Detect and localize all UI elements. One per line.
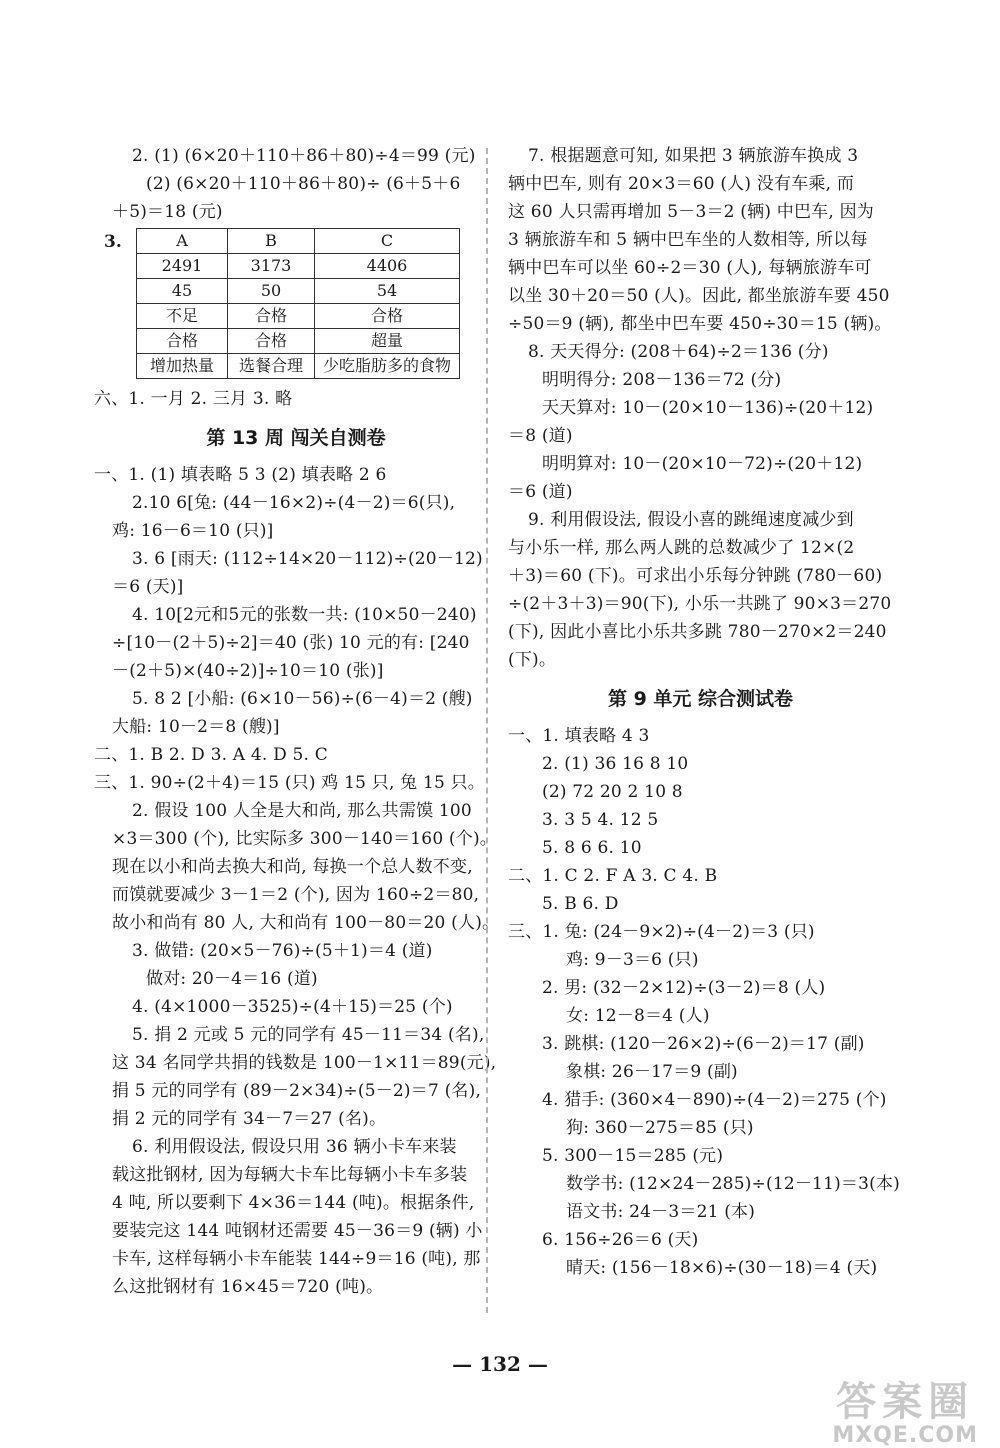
answer-line: ＋3)＝60 (下)。可求出小乐每分钟跳 (780－60) [508, 566, 883, 586]
answer-line: 与小乐一样, 那么两人跳的总数减少了 12×(2 [508, 538, 855, 558]
question-3 [104, 228, 480, 379]
answer-line: 捐 5 元的同学有 (89－2×34)÷(5－2)＝7 (名), [112, 1081, 482, 1101]
answer-line: 以坐 30＋20＝50 (人)。因此, 都坐旅游车要 450 [508, 286, 890, 306]
answer-line: 天天算对: 10－(20×10－136)÷(20＋12) [542, 398, 874, 418]
table-row [137, 254, 460, 279]
table-cell: 合格 [228, 304, 315, 329]
answer-line: ＝6 (道) [508, 482, 573, 502]
answer-line: 明明得分: 208－136＝72 (分) [542, 370, 782, 390]
watermark-text: 答案圈 [836, 1379, 975, 1425]
table-row [137, 229, 460, 254]
answer-line: 6. 利用假设法, 假设只用 36 辆小卡车来装 [132, 1137, 457, 1157]
table-cell: C [315, 229, 460, 254]
answer-line: 2. 假设 100 人全是大和尚, 那么共需馍 100 [132, 801, 472, 821]
question-label: 3. [104, 232, 122, 252]
answer-line: (下), 因此小喜比小乐共多跳 780－270×2＝240 [508, 622, 887, 642]
answer-line: 载这批钢材, 因为每辆大卡车比每辆小卡车多装 [112, 1165, 468, 1185]
table-cell: 超量 [315, 329, 460, 354]
table-cell: 50 [228, 279, 315, 304]
answer-line: －(2＋5)×(40÷2)]÷10＝10 (张)] [112, 661, 384, 681]
answer-line: 做对: 20－4＝16 (道) [146, 969, 318, 989]
table-cell: 45 [137, 279, 228, 304]
answer-line: 3. 3 5 4. 12 5 [542, 810, 659, 830]
answer-line: 鸡: 9－3＝6 (只) [566, 950, 699, 970]
answer-line: 鸡: 16－6＝10 (只)] [112, 521, 274, 541]
answer-line: 一、1. 填表略 4 3 [508, 726, 650, 746]
answer-line: ×3＝300 (个), 比实际多 300－140＝160 (个)。 [112, 829, 497, 849]
answer-line: ÷[10－(2＋5)÷2]＝40 (张) 10 元的有: [240 [112, 633, 470, 653]
answer-line: 4 吨, 所以要剩下 4×36＝144 (吨)。根据条件, [112, 1193, 475, 1213]
answer-line: 5. 300－15＝285 (元) [542, 1146, 724, 1166]
answer-line: 六、1. 一月 2. 三月 3. 略 [94, 389, 293, 409]
answer-line: 4. (4×1000－3525)÷(4＋15)＝25 (个) [132, 997, 453, 1017]
table-row [137, 279, 460, 304]
answer-line: 5. 8 2 [小船: (6×10－56)÷(6－4)＝2 (艘) [132, 689, 473, 709]
answer-line: 晴天: (156－18×6)÷(30－18)＝4 (天) [566, 1258, 878, 1278]
answer-line: 女: 12－8＝4 (人) [566, 1006, 710, 1026]
answer-line: 要装完这 144 吨钢材还需要 45－36＝9 (辆) 小 [112, 1221, 483, 1241]
answer-line: 7. 根据题意可知, 如果把 3 辆旅游车换成 3 [528, 146, 859, 166]
answer-line: 卡车, 这样每辆小卡车能装 144÷9＝16 (吨), 那 [112, 1249, 481, 1269]
watermark-logo [832, 1380, 978, 1448]
table-cell: 合格 [228, 329, 315, 354]
answer-line: 5. 8 6 6. 10 [542, 838, 642, 858]
section-title: 第 9 单元 综合测试卷 [607, 688, 794, 710]
page-number: — 132 — [452, 1352, 548, 1376]
answer-line: ÷50＝9 (辆), 都坐中巴车要 450÷30＝15 (辆)。 [508, 314, 892, 334]
answer-line: 这 34 名同学共捐的钱数是 100－1×11＝89(元), [112, 1053, 497, 1073]
answer-line: 而馍就要减少 3－1＝2 (个), 因为 160÷2＝80, [112, 885, 480, 905]
answer-line: 捐 2 元的同学有 34－7＝27 (名)。 [112, 1109, 387, 1129]
answer-line: 4. 猎手: (360×4－890)÷(4－2)＝275 (个) [542, 1090, 887, 1110]
answer-line: 2. (1) (6×20＋110＋86＋80)÷4＝99 (元) [132, 146, 476, 166]
answer-line: 现在以小和尚去换大和尚, 每换一个总人数不变, [112, 857, 473, 877]
answer-line: 6. 156÷26＝6 (天) [542, 1230, 699, 1250]
answer-line: 9. 利用假设法, 假设小喜的跳绳速度减少到 [528, 510, 854, 530]
table-cell: 3173 [228, 254, 315, 279]
table-cell: A [137, 229, 228, 254]
answer-line: (2) 72 20 2 10 8 [542, 782, 683, 802]
answer-line: 三、1. 兔: (24－9×2)÷(4－2)＝3 (只) [508, 922, 815, 942]
answer-line: 2.10 6[兔: (44－16×2)÷(4－2)＝6(只), [132, 493, 456, 513]
table-row [137, 304, 460, 329]
table-cell: 增加热量 [137, 354, 228, 379]
table-cell: 少吃脂肪多的食物 [315, 354, 460, 379]
answer-line: 2. 男: (32－2×12)÷(3－2)＝8 (人) [542, 978, 826, 998]
answer-line: ＝6 (天)] [112, 577, 184, 597]
answer-line: 数学书: (12×24－285)÷(12－11)＝3(本) [566, 1174, 901, 1194]
watermark-domain: MXQE.COM [832, 1423, 978, 1448]
answer-line: 3. 6 [雨天: (112÷14×20－112)÷(20－12) [132, 549, 483, 569]
nutrition-table [136, 228, 460, 379]
right-column [508, 142, 901, 1282]
answer-line: ＋5)＝18 (元) [112, 202, 223, 222]
section-title: 第 13 周 闯关自测卷 [206, 427, 386, 449]
answer-line: 5. B 6. D [542, 894, 619, 914]
table-cell: 合格 [315, 304, 460, 329]
answer-line: 二、1. B 2. D 3. A 4. D 5. C [94, 745, 328, 765]
answer-line: 象棋: 26－17＝9 (副) [566, 1062, 738, 1082]
answer-line: 三、1. 90÷(2＋4)＝15 (只) 鸡 15 只, 兔 15 只。 [94, 773, 485, 793]
table-cell: 选餐合理 [228, 354, 315, 379]
answer-line: 3. 跳棋: (120－26×2)÷(6－2)＝17 (副) [542, 1034, 865, 1054]
table-cell: 不足 [137, 304, 228, 329]
answer-line: 二、1. C 2. F A 3. C 4. B [508, 866, 718, 886]
answer-line: 2. (1) 36 16 8 10 [542, 754, 689, 774]
table-cell: 54 [315, 279, 460, 304]
answer-line: 大船: 10－2＝8 (艘)] [112, 717, 280, 737]
answer-line: 么这批钢材有 16×45＝720 (吨)。 [112, 1277, 384, 1297]
answer-line: 5. 捐 2 元或 5 元的同学有 45－11＝34 (名), [132, 1025, 485, 1045]
answer-line: 3. 做错: (20×5－76)÷(5＋1)＝4 (道) [132, 941, 433, 961]
table-cell: B [228, 229, 315, 254]
answer-line: 一、1. (1) 填表略 5 3 (2) 填表略 2 6 [94, 465, 387, 485]
answer-line: (2) (6×20＋110＋86＋80)÷ (6＋5＋6 [146, 174, 461, 194]
answer-line: (下)。 [508, 650, 557, 670]
table-row [137, 329, 460, 354]
answer-line: 8. 天天得分: (208＋64)÷2＝136 (分) [528, 342, 829, 362]
answer-line: 3 辆旅游车和 5 辆中巴车坐的人数相等, 所以每 [508, 230, 868, 250]
answer-line: 辆中巴车, 则有 20×3＝60 (人) 没有车乘, 而 [508, 174, 855, 194]
table-cell: 合格 [137, 329, 228, 354]
column-divider [486, 148, 488, 1313]
answer-line: 故小和尚有 80 人, 大和尚有 100－80＝20 (人)。 [112, 913, 500, 933]
answer-line: 4. 10[2元和5元的张数一共: (10×50－240) [132, 605, 477, 625]
answer-line: 语文书: 24－3＝21 (本) [566, 1202, 756, 1222]
answer-line: 这 60 人只需再增加 5－3＝2 (辆) 中巴车, 因为 [508, 202, 874, 222]
left-column [94, 142, 500, 1301]
table-row [137, 354, 460, 379]
answer-line: 辆中巴车可以坐 60÷2＝30 (人), 每辆旅游车可 [508, 258, 872, 278]
table-cell: 2491 [137, 254, 228, 279]
answer-line: 狗: 360－275＝85 (只) [566, 1118, 754, 1138]
table-cell: 4406 [315, 254, 460, 279]
answer-line: 明明算对: 10－(20×10－72)÷(20＋12) [542, 454, 863, 474]
answer-line: ＝8 (道) [508, 426, 573, 446]
answer-line: ÷(2＋3＋3)＝90(下), 小乐一共跳了 90×3＝270 [508, 594, 892, 614]
